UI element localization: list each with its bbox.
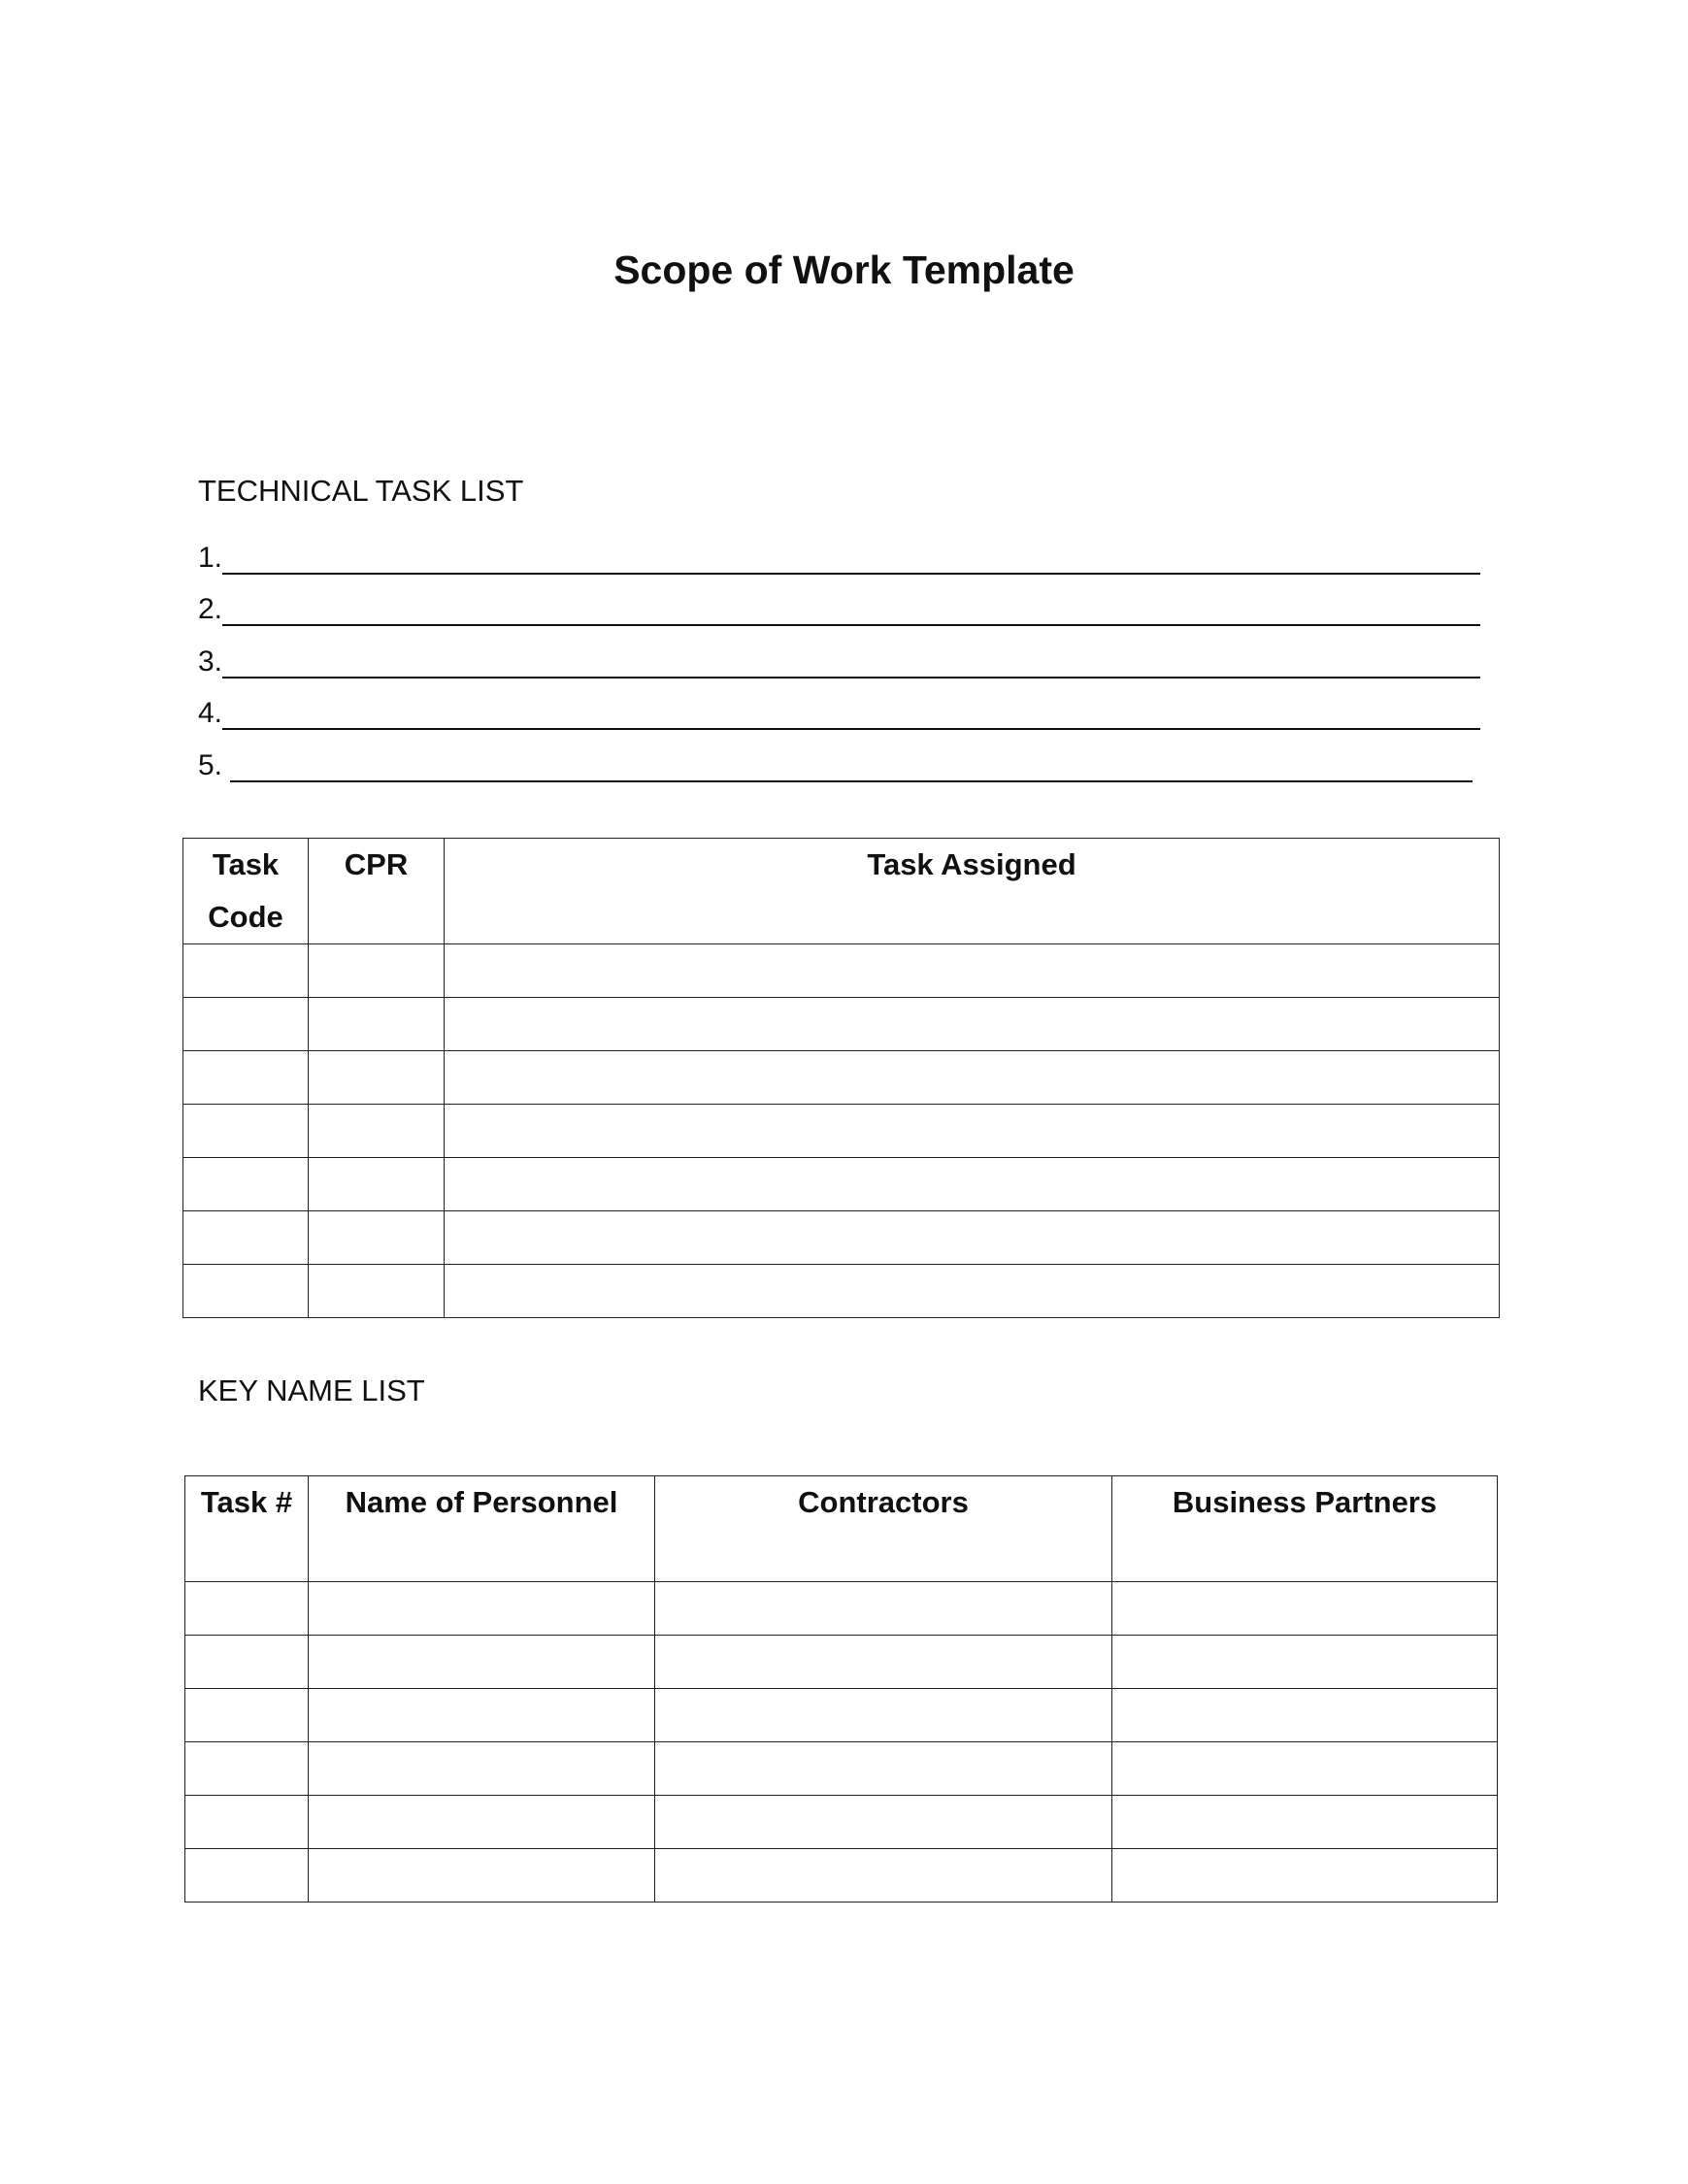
table-cell[interactable] bbox=[309, 1158, 445, 1211]
table-row bbox=[185, 1849, 1498, 1903]
table-row bbox=[185, 1582, 1498, 1636]
table-cell[interactable] bbox=[1112, 1796, 1498, 1849]
table-cell[interactable] bbox=[1112, 1636, 1498, 1689]
table-row bbox=[185, 1689, 1498, 1742]
key-name-list-heading: KEY NAME LIST bbox=[198, 1373, 425, 1407]
table-row bbox=[185, 1742, 1498, 1796]
table-cell[interactable] bbox=[655, 1849, 1112, 1903]
task-line bbox=[198, 732, 1489, 784]
table-cell[interactable] bbox=[655, 1796, 1112, 1849]
table-cell[interactable] bbox=[445, 1265, 1500, 1318]
table-cell[interactable] bbox=[445, 1051, 1500, 1105]
table-cell[interactable] bbox=[309, 1051, 445, 1105]
key-name-table bbox=[184, 1475, 1498, 1903]
table-cell[interactable] bbox=[445, 1158, 1500, 1211]
header-task-code: Task Code bbox=[183, 839, 309, 944]
task-line-blank[interactable] bbox=[222, 691, 1480, 730]
table-cell[interactable] bbox=[185, 1796, 309, 1849]
task-line-number: 4. bbox=[198, 697, 223, 729]
table-cell[interactable] bbox=[1112, 1742, 1498, 1796]
table-row bbox=[183, 1265, 1500, 1318]
task-assignment-table bbox=[182, 838, 1500, 1318]
table-cell[interactable] bbox=[309, 1211, 445, 1265]
table-cell[interactable] bbox=[185, 1742, 309, 1796]
task-line-blank[interactable] bbox=[222, 587, 1480, 626]
table-row bbox=[185, 1636, 1498, 1689]
table-cell[interactable] bbox=[655, 1742, 1112, 1796]
table-cell[interactable] bbox=[655, 1636, 1112, 1689]
table-cell[interactable] bbox=[445, 998, 1500, 1051]
table-cell[interactable] bbox=[309, 1265, 445, 1318]
header-contractors: Contractors bbox=[655, 1476, 1112, 1582]
table-cell[interactable] bbox=[183, 944, 309, 998]
header-cpr: CPR bbox=[309, 839, 445, 944]
table-cell[interactable] bbox=[309, 1796, 655, 1849]
task-line-blank[interactable] bbox=[222, 536, 1480, 575]
table-row bbox=[183, 1051, 1500, 1105]
table-cell[interactable] bbox=[309, 1105, 445, 1158]
table-cell[interactable] bbox=[445, 944, 1500, 998]
table-cell[interactable] bbox=[183, 1105, 309, 1158]
task-line bbox=[198, 680, 1489, 733]
table-cell[interactable] bbox=[655, 1582, 1112, 1636]
technical-task-list-heading: TECHNICAL TASK LIST bbox=[198, 474, 524, 508]
table-cell[interactable] bbox=[185, 1689, 309, 1742]
table-cell[interactable] bbox=[183, 1211, 309, 1265]
header-task-number: Task # bbox=[185, 1476, 309, 1582]
table-cell[interactable] bbox=[185, 1849, 309, 1903]
table-cell[interactable] bbox=[1112, 1582, 1498, 1636]
table-row bbox=[183, 998, 1500, 1051]
task-line bbox=[198, 628, 1489, 680]
table-cell[interactable] bbox=[185, 1636, 309, 1689]
table-cell[interactable] bbox=[1112, 1849, 1498, 1903]
table-row bbox=[185, 1796, 1498, 1849]
task-line bbox=[198, 577, 1489, 629]
table-cell[interactable] bbox=[655, 1689, 1112, 1742]
table-cell[interactable] bbox=[183, 998, 309, 1051]
task-line-number: 2. bbox=[198, 593, 223, 625]
task-line bbox=[198, 524, 1489, 577]
table-header-row bbox=[185, 1476, 1498, 1582]
header-business-partners: Business Partners bbox=[1112, 1476, 1498, 1582]
table-row bbox=[183, 1105, 1500, 1158]
table-cell[interactable] bbox=[183, 1051, 309, 1105]
table-cell[interactable] bbox=[1112, 1689, 1498, 1742]
table-cell[interactable] bbox=[183, 1265, 309, 1318]
table-cell[interactable] bbox=[309, 1636, 655, 1689]
table-cell[interactable] bbox=[309, 1582, 655, 1636]
table-row bbox=[183, 944, 1500, 998]
table-cell[interactable] bbox=[309, 998, 445, 1051]
table-cell[interactable] bbox=[309, 944, 445, 998]
table-cell[interactable] bbox=[445, 1211, 1500, 1265]
task-line-blank[interactable] bbox=[230, 744, 1473, 782]
table-cell[interactable] bbox=[309, 1849, 655, 1903]
task-line-number: 5. bbox=[198, 748, 231, 781]
task-line-blank[interactable] bbox=[222, 640, 1480, 678]
task-line-number: 3. bbox=[198, 645, 223, 678]
table-cell[interactable] bbox=[183, 1158, 309, 1211]
table-row bbox=[183, 1158, 1500, 1211]
table-cell[interactable] bbox=[309, 1742, 655, 1796]
table-cell[interactable] bbox=[445, 1105, 1500, 1158]
table-row bbox=[183, 1211, 1500, 1265]
table-cell[interactable] bbox=[185, 1582, 309, 1636]
technical-task-list bbox=[198, 524, 1489, 784]
header-task-assigned: Task Assigned bbox=[445, 839, 1500, 944]
table-cell[interactable] bbox=[309, 1689, 655, 1742]
document-title: Scope of Work Template bbox=[613, 248, 1075, 292]
header-name-of-personnel: Name of Personnel bbox=[309, 1476, 655, 1582]
table-header-row bbox=[183, 839, 1500, 944]
task-line-number: 1. bbox=[198, 541, 223, 574]
